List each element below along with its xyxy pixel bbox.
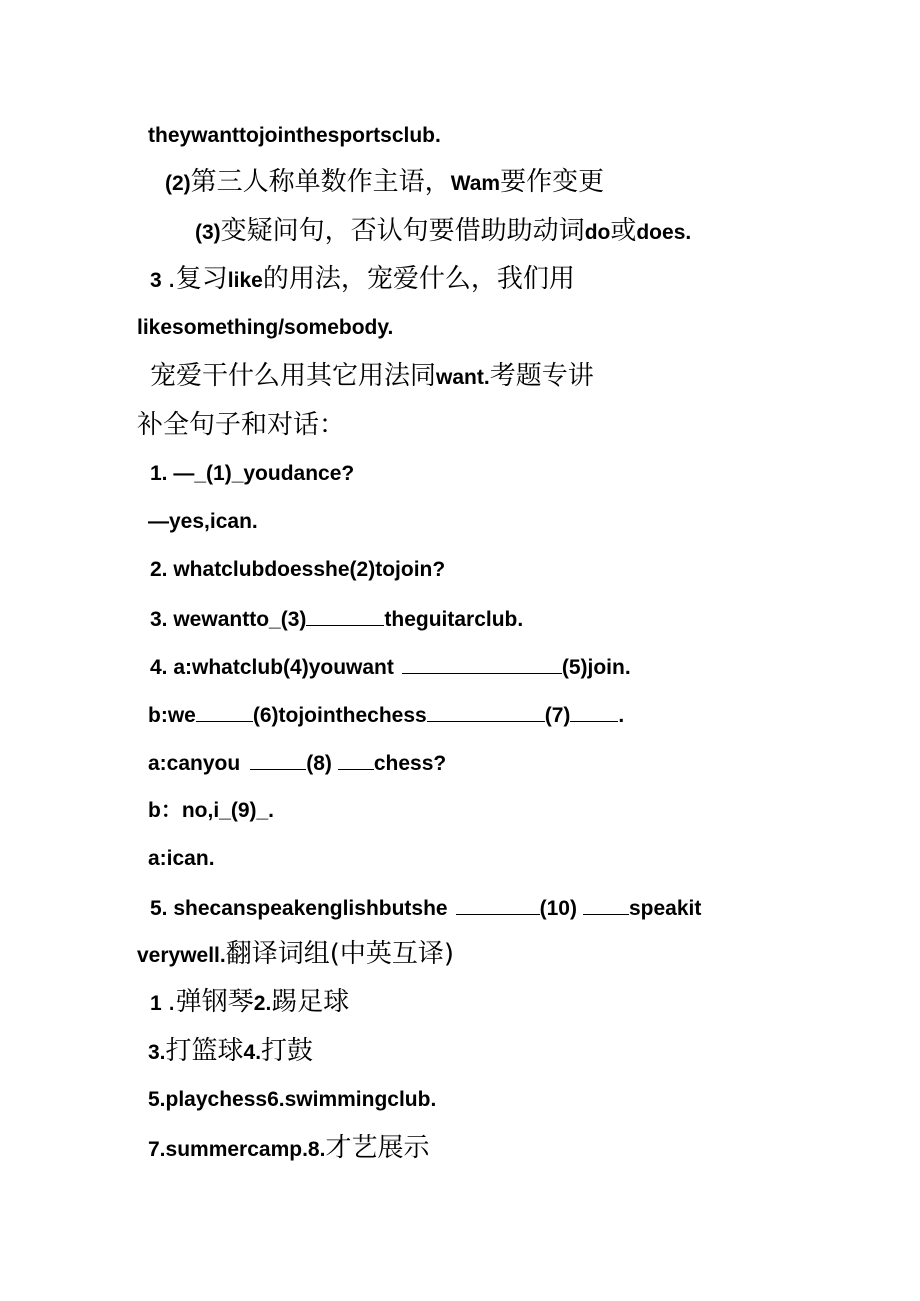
- line-2: (2)第三人称单数作主语，Wam要作变更: [165, 167, 605, 197]
- line-16: a:ican.: [148, 847, 215, 870]
- line-22: 7.summercamp.8.才艺展示: [148, 1133, 430, 1163]
- line-11: 3. wewantto_(3) theguitarclub.: [150, 601, 523, 637]
- line-19: 1 .弹钢琴2.踢足球: [150, 987, 350, 1017]
- line-8: 1. —_(1)_youdance?: [150, 462, 355, 485]
- line-18: verywell.翻译词组(中英互译): [137, 939, 455, 969]
- line-3: (3)变疑问句，否认句要借助助动词do或does.: [195, 216, 692, 246]
- line-21: 5.playchess6.swimmingclub.: [148, 1088, 437, 1111]
- line-15: b：no,i_(9)_.: [148, 799, 275, 822]
- line-7: 补全句子和对话：: [137, 410, 346, 440]
- line-13: b:we (6)tojointhechess (7) .: [148, 697, 624, 733]
- line-5: likesomething/somebody.: [137, 316, 394, 339]
- line-14: a:canyou (8) chess?: [148, 745, 446, 781]
- line-17: 5. shecanspeakenglishbutshe (10) speakit: [150, 890, 701, 926]
- english-text: theywanttojointhesportsclub.: [148, 124, 441, 147]
- line-1: [148, 118, 441, 154]
- line-4: 3 .复习like的用法，宠爱什么，我们用: [150, 264, 575, 294]
- line-9: —yes,ican.: [148, 510, 258, 533]
- line-10: 2. whatclubdoesshe(2)tojoin?: [150, 558, 446, 581]
- line-6: 宠爱干什么用其它用法同want.考题专讲: [150, 361, 594, 391]
- line-12: 4. a:whatclub(4)youwant (5)join.: [150, 649, 631, 685]
- line-20: 3.打篮球4.打鼓: [148, 1036, 314, 1066]
